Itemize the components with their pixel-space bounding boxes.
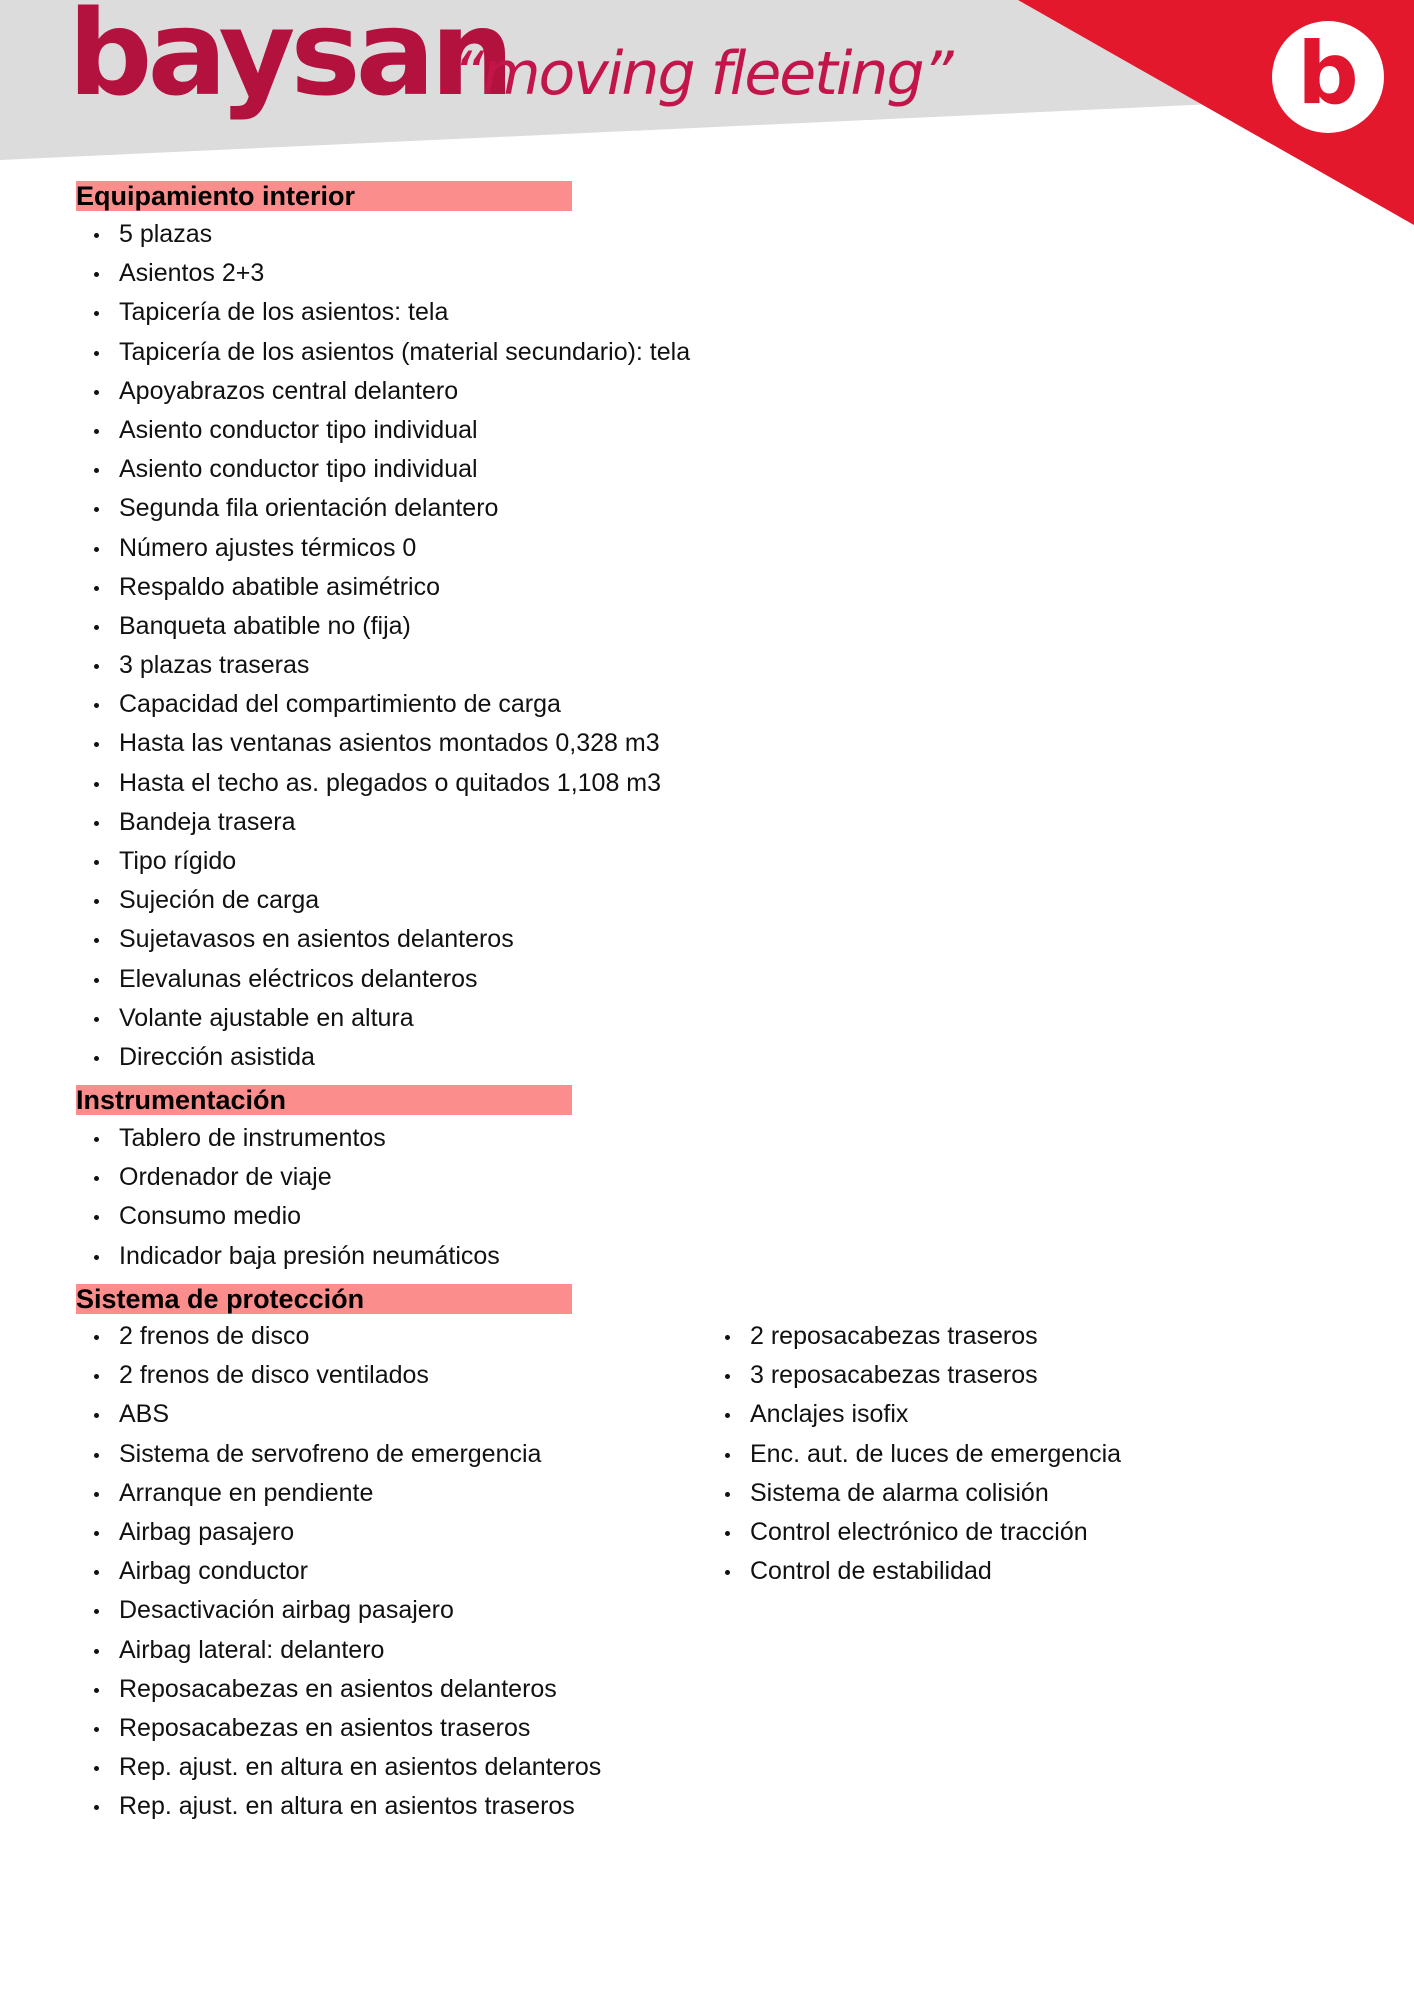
list-item: Airbag pasajero (76, 1513, 601, 1552)
brand-logo-letter: b (1297, 24, 1359, 124)
section-title-sistema-de-proteccion: Sistema de protección (76, 1284, 572, 1314)
list-item: Reposacabezas en asientos traseros (76, 1709, 601, 1748)
list-item: Control de estabilidad (707, 1552, 1121, 1591)
list-equipamiento-interior (76, 215, 690, 1077)
list-item: Control electrónico de tracción (707, 1513, 1121, 1552)
list-item: Dirección asistida (76, 1038, 690, 1077)
list-item: Hasta las ventanas asientos montados 0,328 m3 (76, 724, 690, 763)
list-item: Arranque en pendiente (76, 1474, 601, 1513)
list-item: Rep. ajust. en altura en asientos delanteros (76, 1748, 601, 1787)
list-item: ABS (76, 1395, 601, 1434)
list-item: Sujeción de carga (76, 881, 690, 920)
list-item: Tipo rígido (76, 842, 690, 881)
list-item: Desactivación airbag pasajero (76, 1591, 601, 1630)
list-sistema-de-proteccion-left (76, 1317, 601, 1826)
list-item: Anclajes isofix (707, 1395, 1121, 1434)
list-item: 3 reposacabezas traseros (707, 1356, 1121, 1395)
list-item: Segunda fila orientación delantero (76, 489, 690, 528)
list-item: Reposacabezas en asientos delanteros (76, 1670, 601, 1709)
list-sistema-de-proteccion-right (707, 1317, 1121, 1591)
list-item: Banqueta abatible no (fija) (76, 607, 690, 646)
list-item: 5 plazas (76, 215, 690, 254)
list-item: 3 plazas traseras (76, 646, 690, 685)
brand-tagline: “moving fleeting” (453, 39, 952, 109)
list-item: Respaldo abatible asimétrico (76, 568, 690, 607)
list-item: Asiento conductor tipo individual (76, 450, 690, 489)
list-item: Apoyabrazos central delantero (76, 372, 690, 411)
list-item: Tapicería de los asientos: tela (76, 293, 690, 332)
list-item: Elevalunas eléctricos delanteros (76, 960, 690, 999)
list-item: Airbag conductor (76, 1552, 601, 1591)
brand-wordmark: baysan (68, 0, 510, 122)
list-item: Asiento conductor tipo individual (76, 411, 690, 450)
list-item: Enc. aut. de luces de emergencia (707, 1435, 1121, 1474)
list-item: Sistema de servofreno de emergencia (76, 1435, 601, 1474)
list-item: 2 frenos de disco ventilados (76, 1356, 601, 1395)
list-item: Tablero de instrumentos (76, 1119, 500, 1158)
list-item: Sujetavasos en asientos delanteros (76, 920, 690, 959)
list-item: Asientos 2+3 (76, 254, 690, 293)
list-item: Tapicería de los asientos (material secundario): tela (76, 333, 690, 372)
list-item: Volante ajustable en altura (76, 999, 690, 1038)
list-item: Indicador baja presión neumáticos (76, 1237, 500, 1276)
list-item: Hasta el techo as. plegados o quitados 1,108 m3 (76, 764, 690, 803)
list-item: Sistema de alarma colisión (707, 1474, 1121, 1513)
list-item: Consumo medio (76, 1197, 500, 1236)
list-item: Capacidad del compartimiento de carga (76, 685, 690, 724)
list-item: Ordenador de viaje (76, 1158, 500, 1197)
brand-logo-icon (1272, 21, 1384, 133)
list-instrumentacion (76, 1119, 500, 1276)
list-item: Airbag lateral: delantero (76, 1631, 601, 1670)
section-title-equipamiento-interior: Equipamiento interior (76, 181, 572, 211)
list-item: 2 reposacabezas traseros (707, 1317, 1121, 1356)
list-item: Bandeja trasera (76, 803, 690, 842)
list-item: Número ajustes térmicos 0 (76, 529, 690, 568)
list-item: Rep. ajust. en altura en asientos traseros (76, 1787, 601, 1826)
list-item: 2 frenos de disco (76, 1317, 601, 1356)
section-title-instrumentacion: Instrumentación (76, 1085, 572, 1115)
